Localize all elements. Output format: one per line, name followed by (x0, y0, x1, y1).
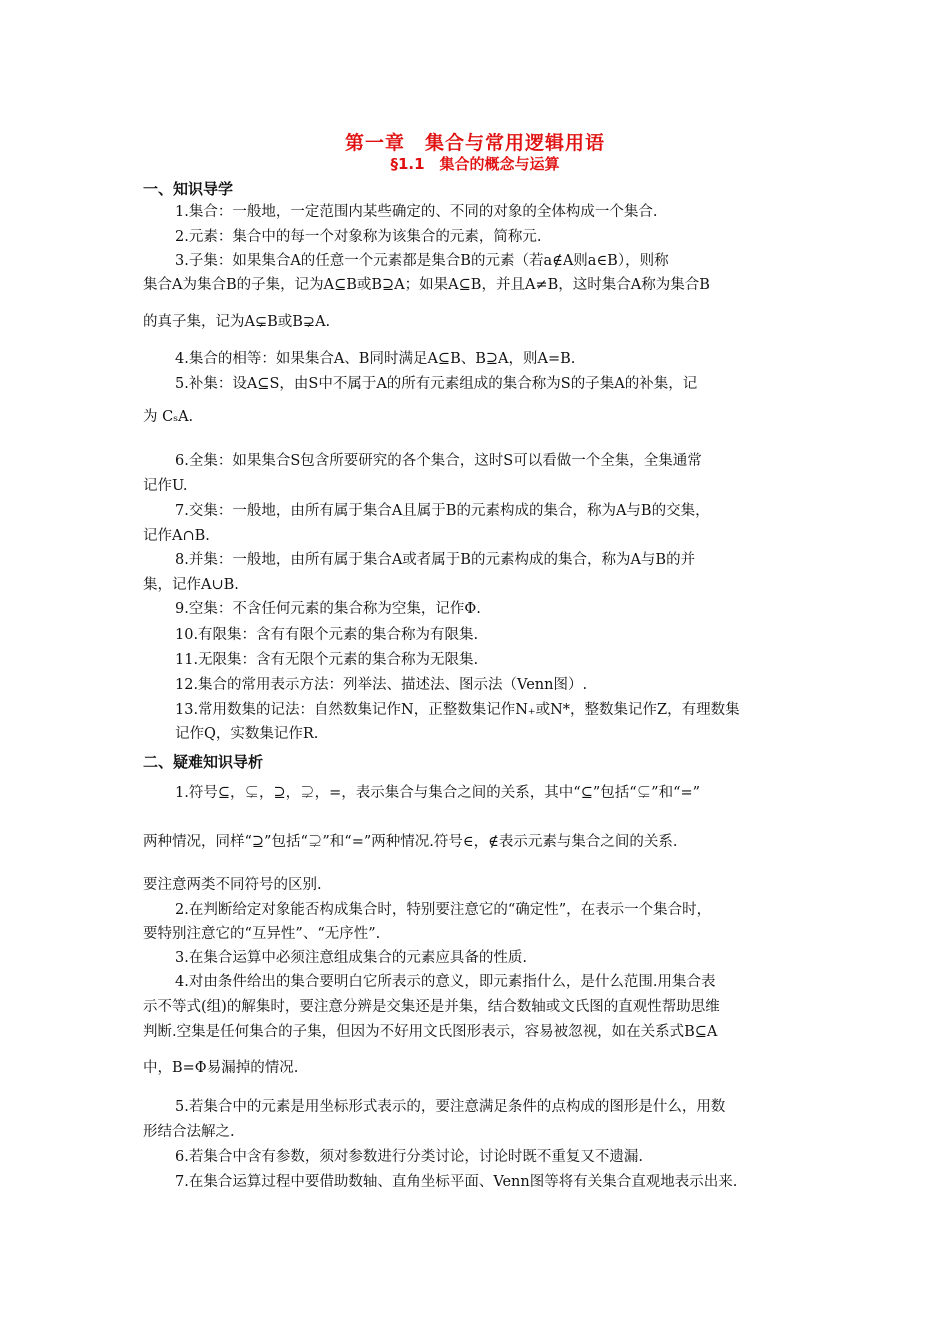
paragraph-line: 中，B=Φ易漏掉的情况. (143, 1060, 299, 1076)
paragraph-line: 两种情况，同样“⊇”包括“⊋”和“=”两种情况.符号∈，∉表示元素与集合之间的关系. (143, 834, 678, 850)
paragraph-line: 为 CₛA. (143, 409, 194, 425)
section-heading: 二、疑难知识导析 (143, 753, 264, 771)
paragraph-line: 1.集合：一般地，一定范围内某些确定的、不同的对象的全体构成一个集合. (175, 204, 658, 220)
paragraph-line: 3.子集：如果集合A的任意一个元素都是集合B的元素（若a∉A则a∈B），则称 (175, 253, 669, 269)
paragraph-line: 7.在集合运算过程中要借助数轴、直角坐标平面、Venn图等将有关集合直观地表示出来. (175, 1174, 738, 1190)
paragraph-line: 2.在判断给定对象能否构成集合时，特别要注意它的“确定性”，在表示一个集合时， (175, 902, 712, 918)
paragraph-line: 集合A为集合B的子集，记为A⊆B或B⊇A；如果A⊆B，并且A≠B，这时集合A称为集合B (143, 277, 710, 293)
paragraph-line: 4.集合的相等：如果集合A、B同时满足A⊆B、B⊇A，则A=B. (175, 351, 576, 367)
paragraph-line: 记作Q，实数集记作R. (175, 726, 319, 742)
paragraph-line: 要注意两类不同符号的区别. (143, 877, 322, 893)
paragraph-line: 12.集合的常用表示方法：列举法、描述法、图示法（Venn图）. (175, 677, 588, 693)
paragraph-line: 9.空集：不含任何元素的集合称为空集，记作Φ. (175, 601, 481, 617)
paragraph-line: 2.元素：集合中的每一个对象称为该集合的元素，简称元. (175, 229, 542, 245)
paragraph-line: 集，记作A∪B. (143, 577, 239, 593)
paragraph-line: 11.无限集：含有无限个元素的集合称为无限集. (175, 652, 479, 668)
paragraph-line: 6.若集合中含有参数，须对参数进行分类讨论，讨论时既不重复又不遗漏. (175, 1149, 643, 1165)
paragraph-line: 6.全集：如果集合S包含所要研究的各个集合，这时S可以看做一个全集，全集通常 (175, 453, 702, 469)
page-subtitle: §1.1 集合的概念与运算 (390, 155, 560, 173)
paragraph-line: 13.常用数集的记法：自然数集记作N，正整数集记作N₊或N*，整数集记作Z，有理数集 (175, 702, 740, 718)
paragraph-line: 的真子集，记为A⊊B或B⊋A. (143, 314, 331, 330)
paragraph-line: 10.有限集：含有有限个元素的集合称为有限集. (175, 627, 479, 643)
paragraph-line: 7.交集：一般地，由所有属于集合A且属于B的元素构成的集合，称为A与B的交集， (175, 503, 710, 519)
page-title: 第一章 集合与常用逻辑用语 (344, 132, 605, 154)
paragraph-line: 3.在集合运算中必须注意组成集合的元素应具备的性质. (175, 950, 527, 966)
paragraph-line: 1.符号⊆，⊊，⊇，⊋，=，表示集合与集合之间的关系，其中“⊆”包括“⊊”和“=” (175, 785, 701, 801)
paragraph-line: 记作U. (143, 478, 188, 494)
paragraph-line: 4.对由条件给出的集合要明白它所表示的意义，即元素指什么，是什么范围.用集合表 (175, 974, 716, 990)
paragraph-line: 示不等式(组)的解集时，要注意分辨是交集还是并集，结合数轴或文氏图的直观性帮助思维 (143, 999, 720, 1015)
section-heading: 一、知识导学 (143, 180, 234, 198)
paragraph-line: 记作A∩B. (143, 528, 210, 544)
paragraph-line: 形结合法解之. (143, 1124, 235, 1140)
paragraph-line: 8.并集：一般地，由所有属于集合A或者属于B的元素构成的集合，称为A与B的并 (175, 552, 696, 568)
paragraph-line: 5.补集：设A⊆S，由S中不属于A的所有元素组成的集合称为S的子集A的补集，记 (175, 376, 698, 392)
paragraph-line: 判断.空集是任何集合的子集，但因为不好用文氏图形表示，容易被忽视，如在关系式B⊆A (143, 1024, 718, 1040)
paragraph-line: 5.若集合中的元素是用坐标形式表示的，要注意满足条件的点构成的图形是什么，用数 (175, 1099, 726, 1115)
paragraph-line: 要特别注意它的“互异性”、“无序性”. (143, 926, 381, 942)
